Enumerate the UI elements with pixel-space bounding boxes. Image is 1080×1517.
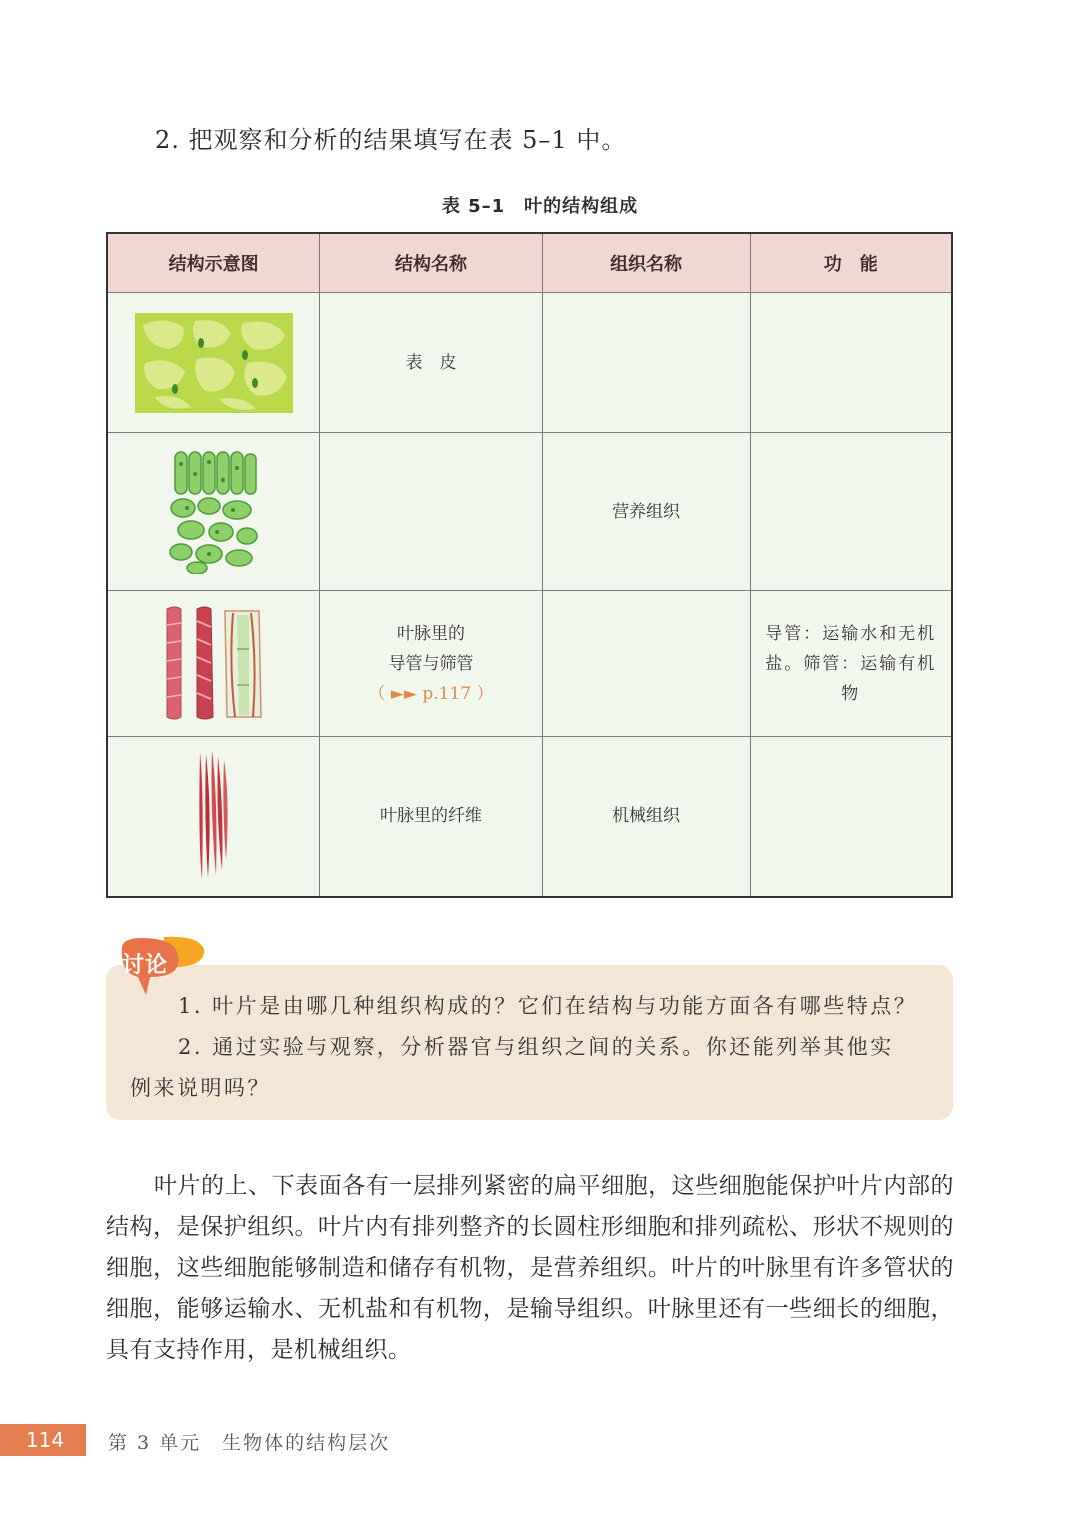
vessels-sieve-tubes-image xyxy=(107,591,320,737)
table-row-fibers xyxy=(107,737,952,897)
fibers-structure-name: 叶脉里的纤维 xyxy=(320,737,542,897)
epidermis-function xyxy=(750,293,952,433)
unit-title: 第 3 单元 生物体的结构层次 xyxy=(108,1432,391,1454)
table-caption: 表 5–1 叶的结构组成 xyxy=(441,196,639,217)
discussion-question-1: 1. 叶片是由哪几种组织构成的？它们在结构与功能方面各有哪些特点？ xyxy=(178,994,918,1018)
mesophyll-cells-image xyxy=(107,433,320,591)
epidermis-cells-image xyxy=(107,293,320,433)
header-function: 功 能 xyxy=(750,233,952,293)
body-paragraph: 叶片的上、下表面各有一层排列紧密的扁平细胞，这些细胞能保护叶片内部的结构，是保护组织。叶片内有排列整齐的长圆柱形细胞和排列疏松、形状不规则的细胞，这些细胞能够制造和储存有机物，是营养组织。叶片的叶脉里有许多管状的细胞，能够运输水、无机盐和有机物，是输导组织。叶脉里还有一些细长的细胞，具有支持作用，是机械组织。 xyxy=(106,1173,954,1363)
page-number: 114 xyxy=(0,1424,86,1456)
instruction-text: 2. 把观察和分析的结果填写在表 5–1 中。 xyxy=(155,126,627,154)
table-header-row xyxy=(107,233,952,293)
mesophyll-function xyxy=(750,433,952,591)
fibers-function xyxy=(750,737,952,897)
epidermis-tissue-name xyxy=(542,293,750,433)
vessels-structure-line2: 导管与筛管 xyxy=(388,653,474,674)
discussion-badge-label: 讨论 xyxy=(122,953,169,978)
header-tissue-name: 组织名称 xyxy=(542,233,750,293)
epidermis-structure-name: 表 皮 xyxy=(320,293,542,433)
vessels-structure-name xyxy=(320,591,542,737)
vessels-structure-line1: 叶脉里的 xyxy=(396,623,465,644)
page-reference-link[interactable]: （ ►► p.117 ） xyxy=(368,683,494,704)
leaf-structure-table xyxy=(106,232,953,898)
vessels-function: 导管：运输水和无机盐。筛管：运输有机物 xyxy=(750,591,952,737)
vessels-tissue-name xyxy=(542,591,750,737)
discussion-question-2-line1: 2. 通过实验与观察，分析器官与组织之间的关系。你还能列举其他实 xyxy=(178,1035,894,1059)
vein-fibers-image xyxy=(107,737,320,897)
header-diagram: 结构示意图 xyxy=(107,233,320,293)
header-structure-name: 结构名称 xyxy=(320,233,542,293)
table-row-vessels xyxy=(107,591,952,737)
mesophyll-tissue-name: 营养组织 xyxy=(542,433,750,591)
table-row-epidermis xyxy=(107,293,952,433)
fibers-tissue-name: 机械组织 xyxy=(542,737,750,897)
discussion-question-2-line2: 例来说明吗？ xyxy=(130,1076,271,1100)
table-row-mesophyll xyxy=(107,433,952,591)
mesophyll-structure-name xyxy=(320,433,542,591)
